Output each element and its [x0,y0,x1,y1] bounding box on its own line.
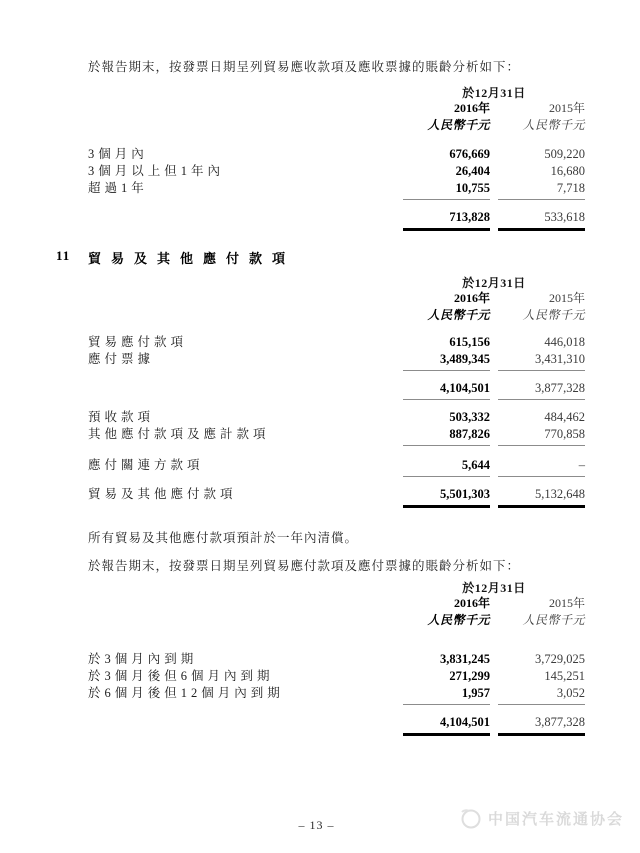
table-row [88,181,585,200]
watermark-text: 中国汽车流通协会 [487,810,624,828]
value-2016: 5,644 [403,458,490,477]
table-row [88,427,585,446]
col-header-unit-2016: 人民幣千元 [427,308,490,322]
row-label: 其他應付款項及應計款項 [88,427,270,441]
col-header-2016: 2016年 [453,101,490,115]
value-2015: 484,462 [544,410,585,424]
value-2016: 26,404 [455,164,490,178]
section-heading [56,248,295,267]
row-label: 3個月內 [88,147,148,161]
col-header-units-row [88,308,585,323]
total-2016: 713,828 [403,210,490,231]
row-label: 於6個月後但12個月內到期 [88,686,284,700]
col-header-units-row [88,613,585,628]
total-2015: 3,877,328 [498,715,585,736]
col-header-years-row [88,291,585,306]
col-header-date: 於12月31日 [462,581,526,595]
payables-aging-table [88,581,585,738]
col-header-2016: 2016年 [453,291,490,305]
value-2016: 10,755 [403,181,490,200]
subtotal-2015: 3,877,328 [498,381,585,400]
total-2015: 5,132,648 [498,487,585,508]
col-header-2016: 2016年 [453,596,490,610]
table-row [88,164,585,179]
col-header-years-row [88,596,585,611]
value-2015: 446,018 [544,335,585,349]
value-2015: 509,220 [544,147,585,161]
value-2015: 3,729,025 [535,652,585,666]
value-2016: 1,957 [403,686,490,705]
section-number: 11 [56,248,71,263]
value-2016: 887,826 [403,427,490,446]
table-row [88,686,585,705]
col-header-2015: 2015年 [548,596,585,610]
row-label: 應付票據 [88,352,155,366]
subtotal-row [88,381,585,400]
row-label: 於3個月內到期 [88,652,198,666]
intro-receivables-paragraph: 於報告期末，按發票日期呈列貿易應收款項及應收票據的賬齡分析如下： [88,60,521,74]
value-2016: 676,669 [449,147,490,161]
settlement-note-paragraph: 所有貿易及其他應付款項預計於一年內清償。 [88,531,359,545]
col-header-unit-2016: 人民幣千元 [427,613,490,627]
value-2015: 7,718 [498,181,585,200]
cada-logo-icon [458,806,482,830]
table-row [88,669,585,684]
value-2016: 271,299 [449,669,490,683]
table-row [88,410,585,425]
section-title: 貿易及其他應付款項 [88,251,296,266]
row-label: 於3個月後但6個月內到期 [88,669,274,683]
row-label: 應付關連方款項 [88,458,204,472]
col-header-unit-2015: 人民幣千元 [522,613,585,627]
total-2016: 5,501,303 [403,487,490,508]
table-row [88,147,585,162]
value-2016: 615,156 [449,335,490,349]
value-2016: 3,831,245 [440,652,490,666]
receivables-aging-table [88,86,585,233]
total-row [88,715,585,736]
table-row [88,335,585,350]
col-header-unit-2015: 人民幣千元 [522,308,585,322]
related-party-row [88,458,585,477]
total-row [88,210,585,231]
total-2015: 533,618 [498,210,585,231]
intro-payables-paragraph: 於報告期末，按發票日期呈列貿易應付款項及應付票據的賬齡分析如下： [88,559,521,573]
total-2016: 4,104,501 [403,715,490,736]
row-label: 貿易應付款項 [88,335,188,349]
col-header-unit-2016: 人民幣千元 [427,118,490,132]
value-2015: 16,680 [550,164,585,178]
col-header-date: 於12月31日 [462,276,526,290]
col-header-unit-2015: 人民幣千元 [522,118,585,132]
page-number: – 13 – [298,818,335,832]
row-label: 3個月以上但1年內 [88,164,225,178]
col-header-2015: 2015年 [548,101,585,115]
subtotal-2016: 4,104,501 [403,381,490,400]
row-label: 超過1年 [88,181,148,195]
value-2015: 770,858 [498,427,585,446]
table-row [88,652,585,667]
col-header-years-row [88,101,585,116]
value-2016: 3,489,345 [403,352,490,371]
row-label: 貿易及其他應付款項 [88,487,237,501]
watermark [458,806,624,830]
total-row [88,487,585,508]
col-header-2015: 2015年 [548,291,585,305]
value-2015: 145,251 [544,669,585,683]
row-label: 預收款項 [88,410,155,424]
col-header-date: 於12月31日 [462,86,526,100]
col-header-units-row [88,118,585,133]
table-row [88,352,585,371]
payables-table [88,276,585,510]
value-2016: 503,332 [449,410,490,424]
value-2015: – [498,458,585,477]
value-2015: 3,052 [498,686,585,705]
value-2015: 3,431,310 [498,352,585,371]
